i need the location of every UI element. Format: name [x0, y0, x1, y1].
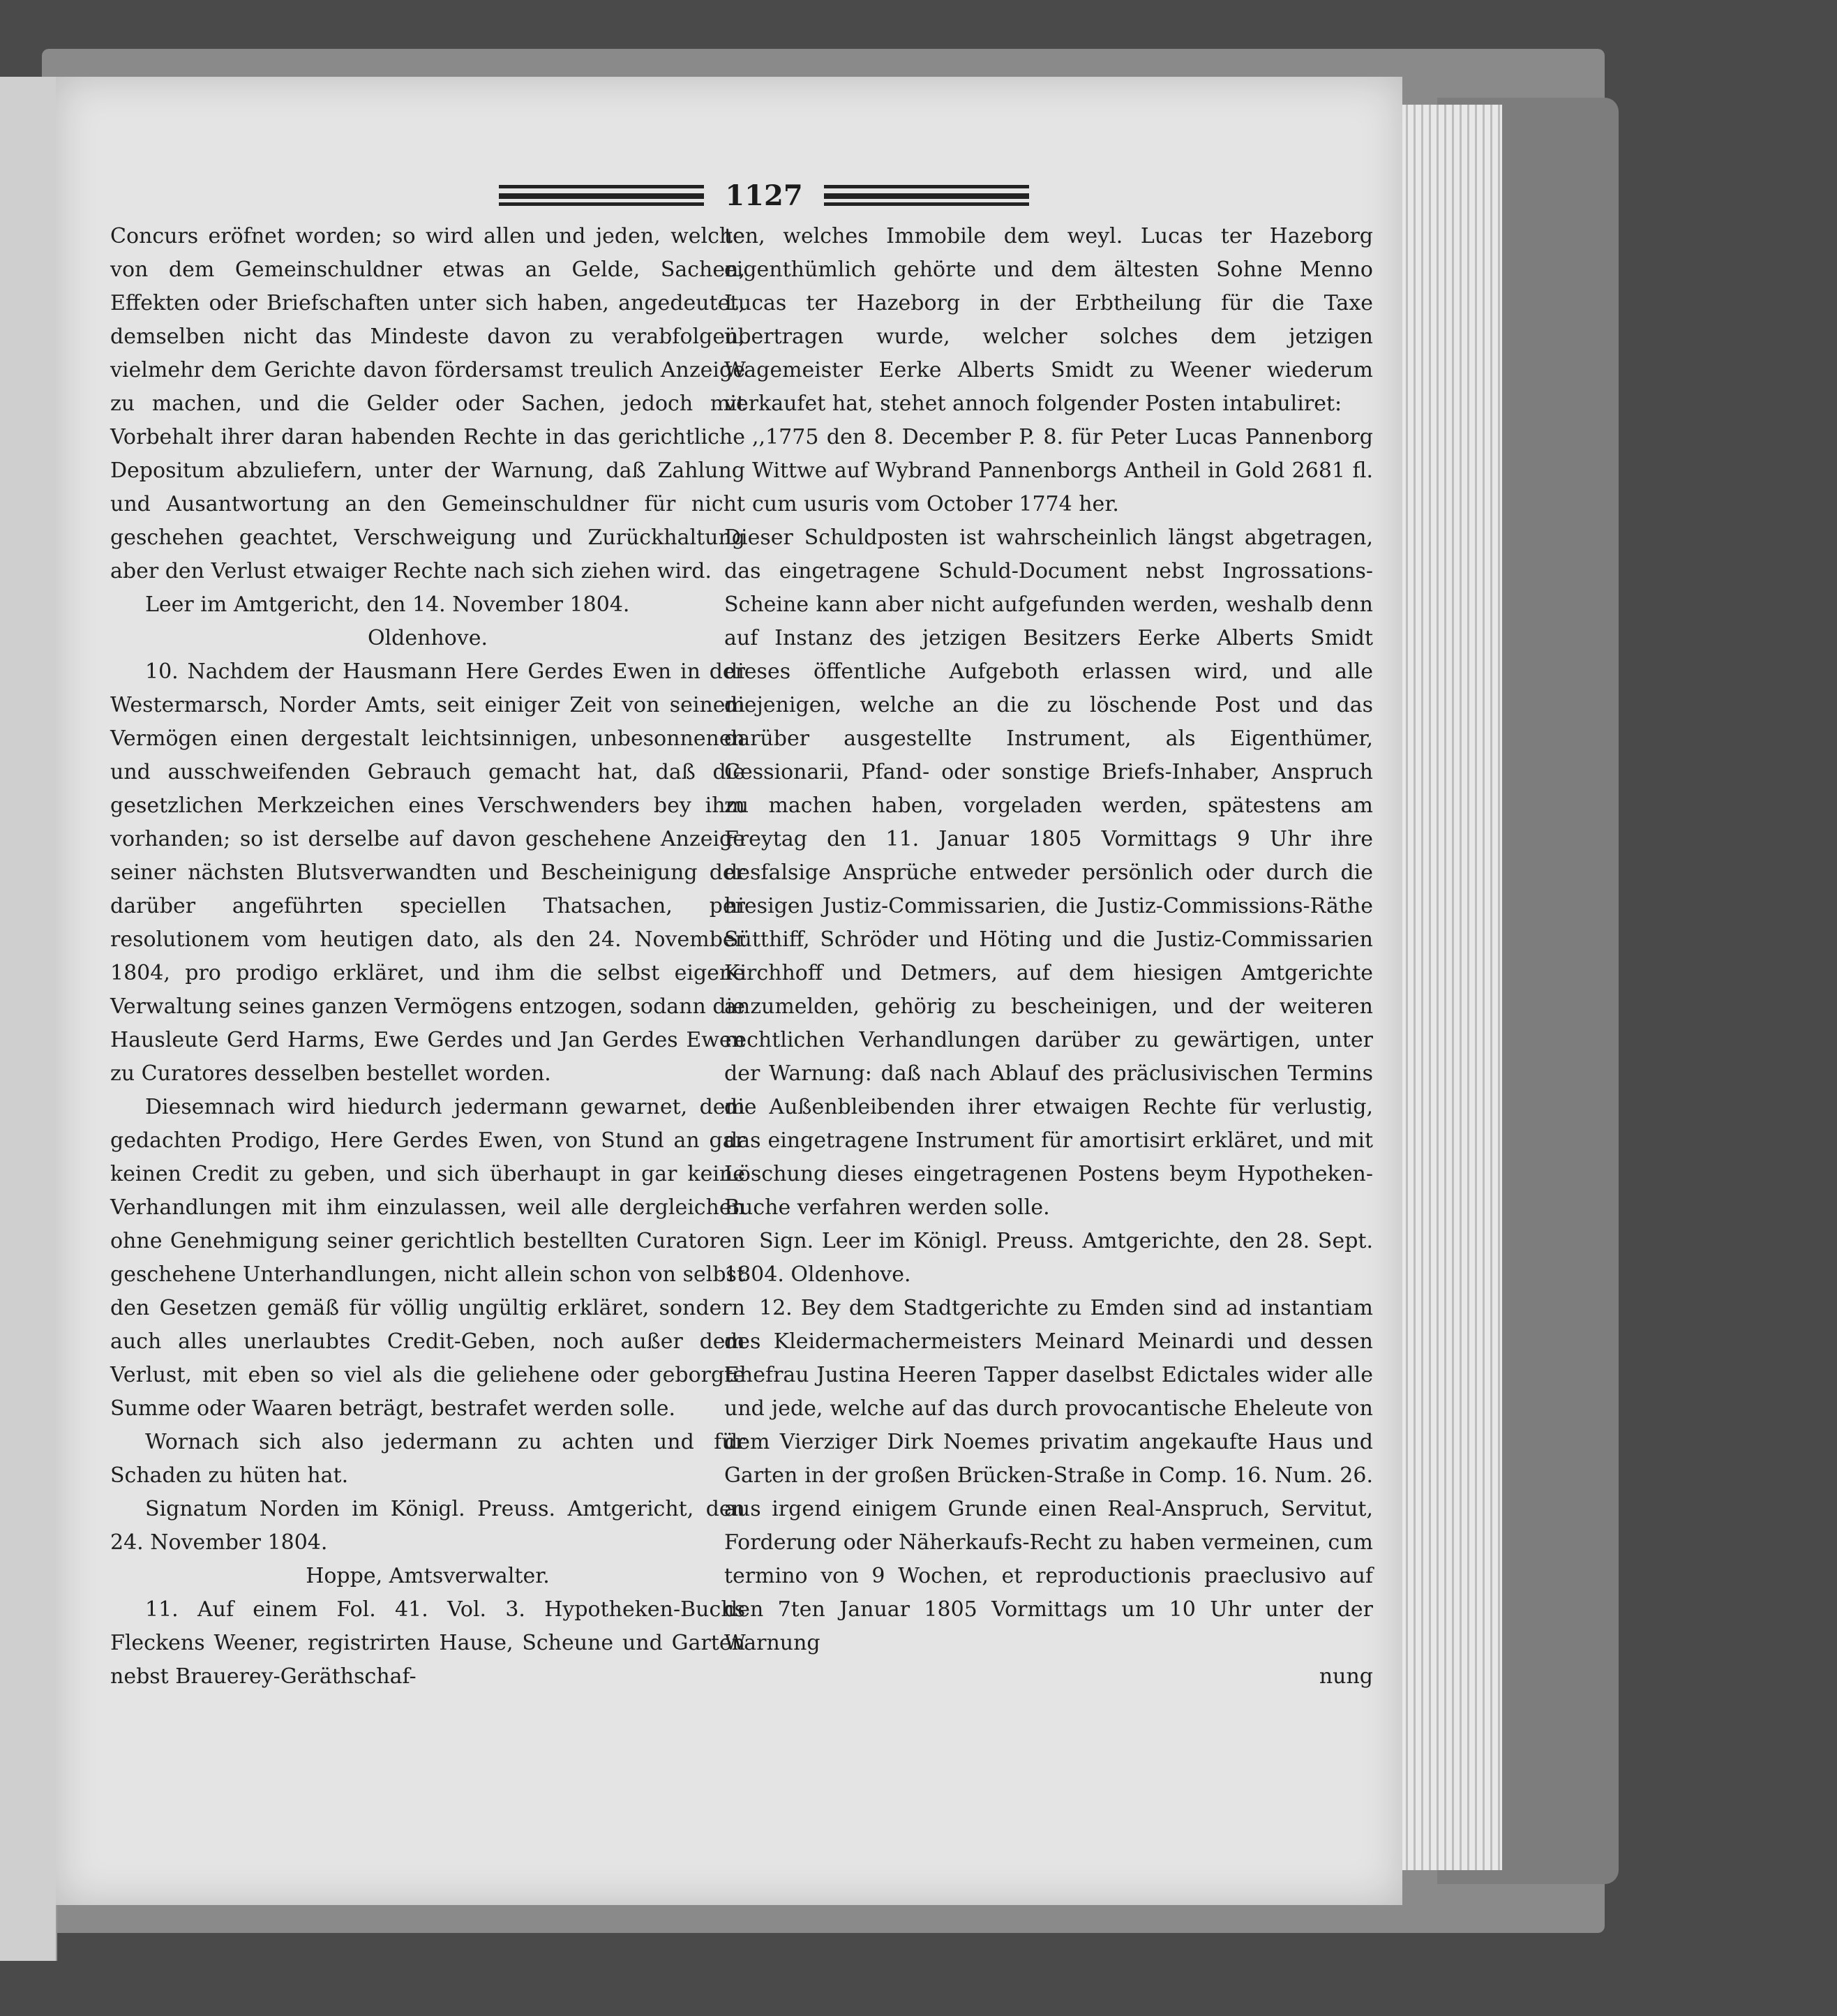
left-column [110, 220, 745, 1694]
header-rule-right [824, 185, 1029, 206]
header-rule-left [499, 185, 704, 206]
catchword: nung [1319, 1664, 1373, 1689]
page-number: 1127 [725, 179, 803, 212]
paragraph: Concurs eröfnet worden; so wird allen und jeden, welche von dem Gemeinschuldner etwas an Gelde, Sachen, Effekten oder Briefschaften unter sich haben, angedeutet, demselben nicht das Mindeste davon zu verabfolgen, vielmehr dem Gerichte davon fördersamst treulich Anzeige zu machen, und die Gelder oder Sachen, jedoch mit Vorbehalt ihrer daran habenden Rechte in das gerichtliche Depositum abzuliefern, unter der Warnung, daß Zahlung und Ausantwortung an den Gemeinschuldner für nicht geschehen geachtet, Verschweigung und Zurückhaltung aber den Verlust etwaiger Rechte nach sich ziehen wird. [110, 224, 745, 583]
signature-name: Oldenhove. [367, 626, 488, 650]
page-header [499, 174, 1029, 216]
signature-line: Sign. Leer im Königl. Preuss. Amtgerichte, den 28. Sept. 1804. Oldenhove. [724, 1229, 1373, 1287]
paragraph: Diesemnach wird hiedurch jedermann gewarnet, dem gedachten Prodigo, Here Gerdes Ewen, von Stund an gar keinen Credit zu geben, und sich überhaupt in gar keine Verhandlungen mit ihm einzulassen, weil alle dergleichen ohne Genehmigung seiner gerichtlich bestellten Curatoren geschehene Unterhandlungen, nicht allein schon von selbst den Gesetzen gemäß für völlig ungültig erkläret, sondern auch alles unerlaubtes Credit-Geben, noch außer dem Verlust, mit eben so viel als die geliehene oder geborgte Summe oder Waaren beträgt, bestrafet werden solle. [110, 1095, 745, 1421]
notice-10: 10. Nachdem der Hausmann Here Gerdes Ewen in der Westermarsch, Norder Amts, seit einiger Zeit von seinem Vermögen einen dergestalt leichtsinnigen, unbesonnenen und ausschweifenden Gebrauch gemacht hat, daß die gesetzlichen Merkzeichen eines Verschwenders bey ihm vorhanden; so ist derselbe auf davon geschehene Anzeige seiner nächsten Blutsverwandten und Bescheinigung der darüber angeführten speciellen Thatsachen, per resolutionem vom heutigen dato, als den 24. November 1804, pro prodigo erkläret, und ihm die selbst eigene Verwaltung seines ganzen Vermögens entzogen, sodann die Hausleute Gerd Harms, Ewe Gerdes und Jan Gerdes Ewen zu Curatores desselben bestellet worden. [110, 659, 745, 1086]
notice-12: 12. Bey dem Stadtgerichte zu Emden sind ad instantiam des Kleidermachermeisters Meinard Meinardi und dessen Ehefrau Justina Heeren Tapper daselbst Edictales wider alle und jede, welche auf das durch provocantische Eheleute von dem Vierziger Dirk Noemes privatim angekaufte Haus und Garten in der großen Brücken-Straße in Comp. 16. Num. 26. aus irgend einigem Grunde einen Real-Anspruch, Servitut, Forderung oder Näherkaufs-Recht zu haben vermeinen, cum termino von 9 Wochen, et reproductionis praeclusivo auf den 7ten Januar 1805 Vormittags um 10 Uhr unter der Warnung [724, 1296, 1373, 1655]
signature-line: Signatum Norden im Königl. Preuss. Amtgericht, den 24. November 1804. [110, 1497, 745, 1555]
quoted-entry: ,,1775 den 8. December P. 8. für Peter Lucas Pannenborg Wittwe auf Wybrand Pannenborgs Antheil in Gold 2681 fl. cum usuris vom October 1774 her. [752, 425, 1373, 516]
right-column [724, 220, 1373, 1694]
book-page [56, 77, 1402, 1905]
paragraph: Wornach sich also jedermann zu achten und für Schaden zu hüten hat. [110, 1430, 745, 1488]
paragraph: Dieser Schuldposten ist wahrscheinlich längst abgetragen, das eingetragene Schuld-Document nebst Ingrossations-Scheine kann aber nicht aufgefunden werden, weshalb denn auf Instanz des jetzigen Besitzers Eerke Alberts Smidt dieses öffentliche Aufgeboth erlassen wird, und alle diejenigen, welche an die zu löschende Post und das darüber ausgestellte Instrument, als Eigenthümer, Cessionarii, Pfand- oder sonstige Briefs-Inhaber, Anspruch zu machen haben, vorgeladen werden, spätestens am Freytag den 11. Januar 1805 Vormittags 9 Uhr ihre desfalsige Ansprüche entweder persönlich oder durch die hiesigen Justiz-Commissarien, die Justiz-Commissions-Räthe Sütthiff, Schröder und Höting und die Justiz-Commissarien Kirchhoff und Detmers, auf dem hiesigen Amtgerichte anzumelden, gehörig zu bescheinigen, und der weiteren rechtlichen Verhandlungen darüber zu gewärtigen, unter der Warnung: daß nach Ablauf des präclusivischen Termins die Außenbleibenden ihrer etwaigen Rechte für verlustig, das eingetragene Instrument für amortisirt erkläret, und mit Löschung dieses eingetragenen Postens beym Hypotheken-Buche verfahren werden solle. [724, 525, 1373, 1220]
notice-11: 11. Auf einem Fol. 41. Vol. 3. Hypotheken-Buchs Fleckens Weener, registrirten Hause, Scheune und Garten nebst Brauerey-Geräthschaf- [110, 1597, 745, 1689]
facing-page-strip [0, 77, 57, 1961]
signature-name: Hoppe, Amtsverwalter. [306, 1564, 550, 1588]
paragraph: ten, welches Immobile dem weyl. Lucas ter Hazeborg eigenthümlich gehörte und dem ältesten Sohne Menno Lucas ter Hazeborg in der Erbtheilung für die Taxe übertragen wurde, welcher solches dem jetzigen Wagemeister Eerke Alberts Smidt zu Weener wiederum verkaufet hat, stehet annoch folgender Posten intabuliret: [724, 224, 1373, 416]
signature-line: Leer im Amtgericht, den 14. November 1804. [145, 592, 630, 617]
